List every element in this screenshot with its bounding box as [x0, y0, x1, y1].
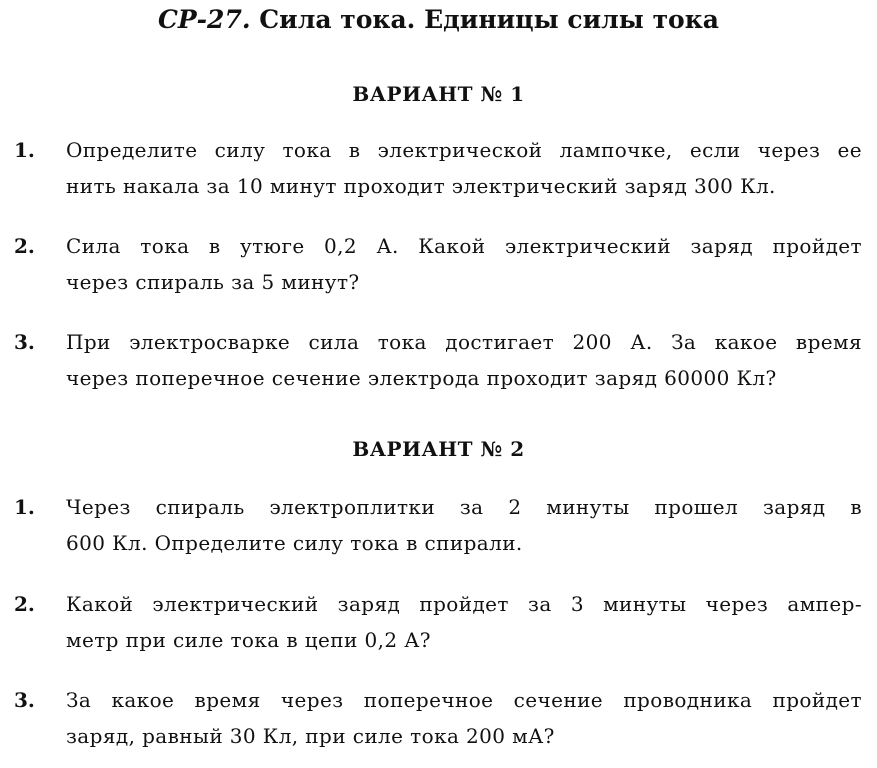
task-line: 600 Кл. Определите силу тока в спирали.	[66, 531, 523, 555]
title-text: Сила тока. Единицы силы тока	[259, 5, 719, 34]
page-title	[0, 4, 877, 36]
task-text	[66, 586, 862, 658]
task-number: 1.	[14, 138, 35, 162]
title-code: СР-27.	[157, 5, 251, 34]
task-line: За какое время через поперечное сечение проводника пройдет	[66, 688, 862, 712]
task-line: через спираль за 5 минут?	[66, 270, 360, 294]
task-text	[66, 228, 862, 300]
task-number: 3.	[14, 330, 35, 354]
task-line: нить накала за 10 минут проходит электрический заряд 300 Кл.	[66, 174, 776, 198]
task-line: метр при силе тока в цепи 0,2 А?	[66, 628, 431, 652]
task-number: 2.	[14, 592, 35, 616]
variant-1-heading: ВАРИАНТ № 1	[352, 82, 525, 106]
task-text	[66, 132, 862, 204]
task-text	[66, 682, 862, 754]
task-line: заряд, равный 30 Кл, при силе тока 200 мА?	[66, 724, 555, 748]
task-number: 2.	[14, 234, 35, 258]
task-line: При электросварке сила тока достигает 200 А. За какое время	[66, 330, 862, 354]
task-text	[66, 489, 862, 561]
task-line: Определите силу тока в электрической лампочке, если через ее	[66, 138, 862, 162]
task-number: 1.	[14, 495, 35, 519]
task-number: 3.	[14, 688, 35, 712]
task-line: Сила тока в утюге 0,2 А. Какой электрический заряд пройдет	[66, 234, 862, 258]
variant-2-heading: ВАРИАНТ № 2	[352, 437, 525, 461]
task-line: Через спираль электроплитки за 2 минуты прошел заряд в	[66, 495, 862, 519]
task-text	[66, 324, 862, 396]
task-line: через поперечное сечение электрода проходит заряд 60000 Кл?	[66, 366, 777, 390]
task-line: Какой электрический заряд пройдет за 3 минуты через ампер-	[66, 592, 862, 616]
